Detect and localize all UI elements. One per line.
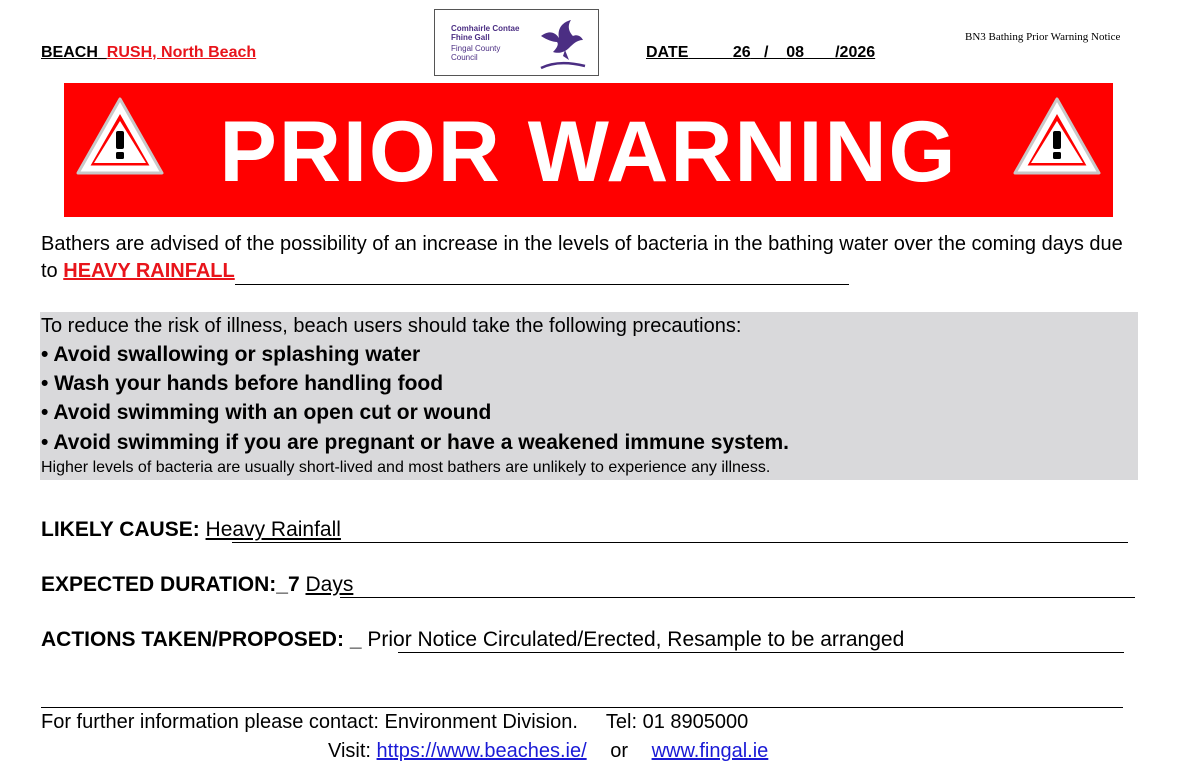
duration-underline bbox=[340, 597, 1135, 598]
beaches-link[interactable]: https://www.beaches.ie/ bbox=[376, 740, 587, 762]
contact-tel: Tel: 01 8905000 bbox=[605, 711, 749, 733]
beach-line: BEACH_RUSH, North Beach bbox=[41, 44, 257, 61]
date-year: /2026 bbox=[835, 44, 876, 61]
precautions-note: Higher levels of bacteria are usually short-lived and most bathers are unlikely to experience any illness. bbox=[41, 459, 771, 476]
precaution-item: • Avoid swimming if you are pregnant or have a weakened immune system. bbox=[41, 431, 790, 454]
actions-prefix: _ bbox=[349, 628, 362, 651]
precaution-item: • Avoid swimming with an open cut or wound bbox=[41, 401, 492, 424]
bird-emblem-icon bbox=[535, 16, 589, 70]
visit-line bbox=[328, 740, 768, 763]
contact-line bbox=[41, 711, 748, 734]
date-line: DATE 26 / 08 /2026 bbox=[646, 44, 876, 61]
likely-cause-label: LIKELY CAUSE: bbox=[41, 518, 200, 541]
duration-unit: Days bbox=[305, 573, 354, 596]
cause-value: HEAVY RAINFALL bbox=[63, 260, 235, 282]
likely-cause-field bbox=[41, 518, 341, 542]
precaution-item: • Wash your hands before handling food bbox=[41, 372, 444, 395]
actions-value: Prior Notice Circulated/Erected, Resample to be arranged bbox=[367, 628, 905, 651]
contact-text: For further information please contact: Environment Division. bbox=[41, 711, 578, 733]
likely-cause-value: Heavy Rainfall bbox=[205, 518, 341, 541]
date-month: 08 bbox=[786, 44, 804, 61]
document-code: BN3 Bathing Prior Warning Notice bbox=[965, 31, 1121, 43]
blank-line bbox=[41, 707, 1123, 708]
visit-label: Visit: bbox=[328, 740, 371, 762]
expected-duration-label: EXPECTED DURATION:_ bbox=[41, 573, 288, 596]
logo-line-1: Comhairle Contae bbox=[451, 24, 520, 33]
or-text: or bbox=[610, 740, 629, 762]
logo-line-4: Council bbox=[451, 53, 478, 62]
warning-triangle-icon bbox=[1011, 95, 1103, 179]
date-label: DATE bbox=[646, 44, 689, 61]
likely-cause-underline bbox=[232, 542, 1128, 543]
banner-title: PRIOR WARNING bbox=[219, 104, 958, 200]
actions-field bbox=[41, 628, 904, 652]
fingal-link[interactable]: www.fingal.ie bbox=[651, 740, 769, 762]
logo-line-3: Fingal County bbox=[451, 44, 501, 53]
intro-paragraph bbox=[41, 231, 1131, 285]
prior-warning-banner bbox=[64, 83, 1113, 217]
duration-number: 7 bbox=[287, 573, 300, 596]
beach-label: BEACH bbox=[41, 44, 98, 61]
beach-name: RUSH, North Beach bbox=[106, 44, 257, 61]
precaution-item: • Avoid swallowing or splashing water bbox=[41, 343, 421, 366]
date-day: 26 bbox=[732, 44, 751, 61]
council-logo bbox=[434, 9, 599, 76]
expected-duration-field bbox=[41, 573, 353, 597]
logo-line-2: Fhine Gall bbox=[451, 33, 490, 42]
actions-label: ACTIONS TAKEN/PROPOSED: bbox=[41, 628, 344, 651]
precautions-intro: To reduce the risk of illness, beach users should take the following precautions: bbox=[41, 315, 742, 337]
intro-text: Bathers are advised of the possibility of an increase in the levels of bacteria in the bathing water over the coming days due to bbox=[41, 233, 1123, 282]
actions-underline bbox=[398, 652, 1124, 653]
